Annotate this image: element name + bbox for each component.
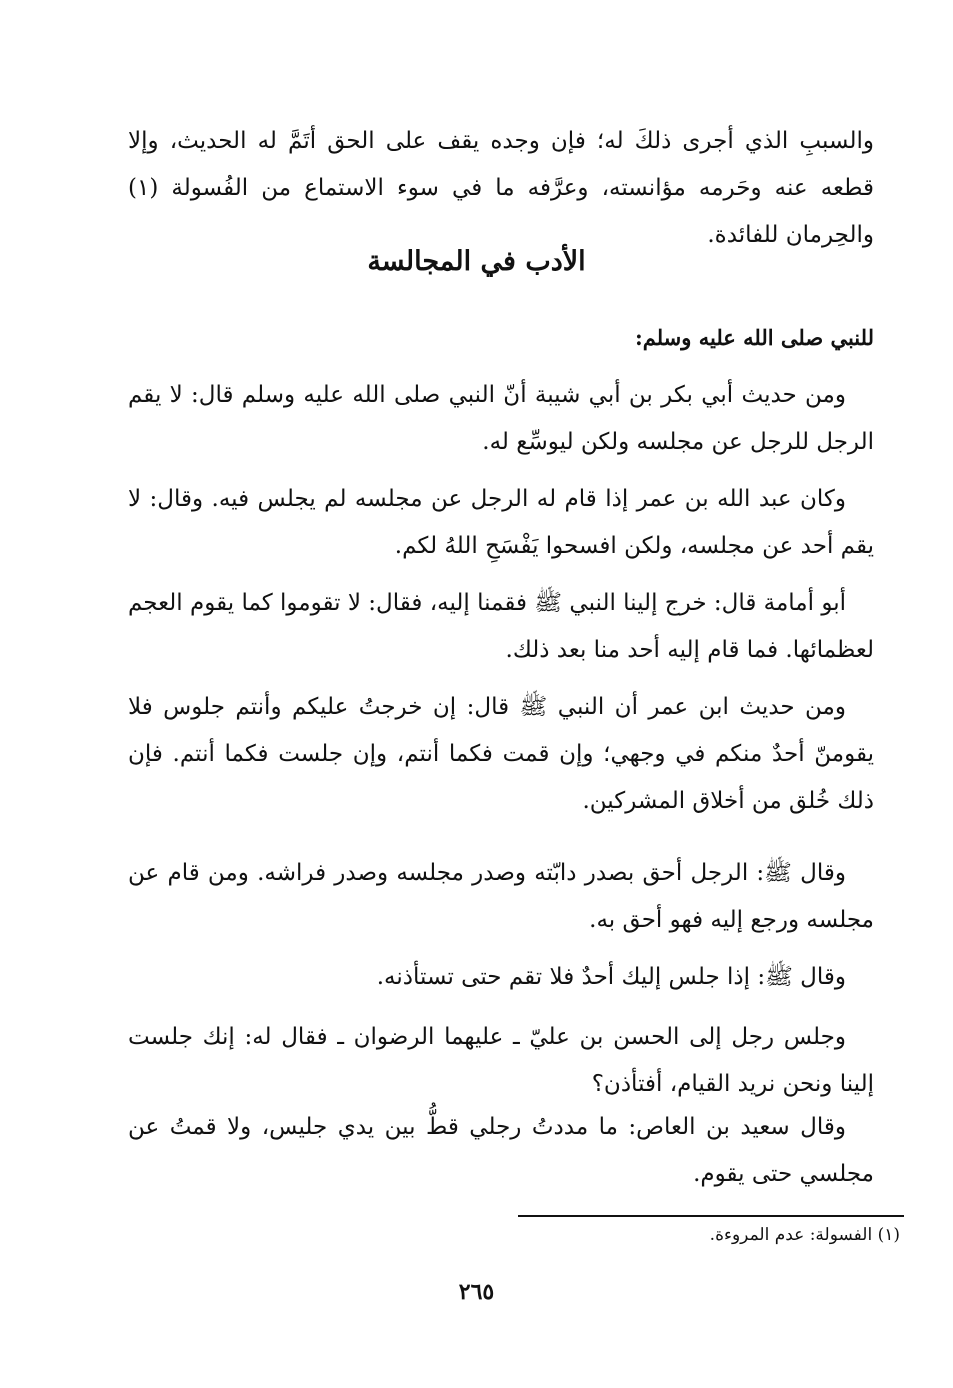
paragraph-6: وقال ﷺ: إذا جلس إليك أحدٌ فلا تقم حتى تستأذنه. (376, 964, 846, 990)
paragraph-2: وكان عبد الله بن عمر إذا قام له الرجل عن مجلسه لم يجلس فيه. وقال: لا يقم أحد عن مجلسه، ولكن افسحوا يَفْسَحِ اللهُ لكم. (128, 486, 874, 559)
paragraph-1: ومن حديث أبي بكر بن أبي شيبة أنّ النبي صلى الله عليه وسلم قال: لا يقم الرجل للرجل عن مجلسه ولكن ليوسِّع له. (128, 382, 874, 455)
footnote: (١) الفسولة: عدم المروءة. (709, 1225, 900, 1245)
paragraph-7: وجلس رجل إلى الحسن بن عليّ ـ عليهما الرضوان ـ فقال له: إنك جلست إلينا ونحن نريد القيام، أفتأذن؟ (128, 1024, 874, 1097)
footnote-divider (518, 1215, 904, 1217)
section-title: الأدب في المجالسة (367, 246, 586, 277)
paragraph-5: وقال ﷺ: الرجل أحق بصدر دابّته وصدر مجلسه وصدر فراشه. ومن قام عن مجلسه ورجع إليه فهو أحق به. (128, 860, 874, 933)
paragraph-4: ومن حديث ابن عمر أن النبي ﷺ قال: إن خرجتُ عليكم وأنتم جلوس فلا يقومنّ أحدٌ منكم في وجهي؛ وإن قمت فكما أنتم، وإن جلست فكما أنتم. فإن ذلك خُلق من أخلاق المشركين. (128, 694, 874, 814)
opening-paragraph: والسببِ الذي أجرى ذلكَ له؛ فإن وجده يقف على الحق أتَمَّ له الحديث، وإلا قطعه عنه وحَرمه مؤانسته، وعرَّفه ما في سوء الاستماع من الفُسولة (١) والحِرمان للفائدة. (128, 128, 874, 248)
page-number: ٢٦٥ (458, 1279, 495, 1305)
section-subtitle: للنبي صلى الله عليه وسلم: (635, 325, 874, 350)
paragraph-3: أبو أمامة قال: خرج إلينا النبي ﷺ فقمنا إليه، فقال: لا تقوموا كما يقوم العجم لعظمائها. فما قام إليه أحد منا بعد ذلك. (128, 590, 874, 663)
paragraph-8: وقال سعيد بن العاص: ما مددتُ رجلي قطُّ بين يدي جليس، ولا قمتُ عن مجلسي حتى يقوم. (128, 1114, 874, 1187)
